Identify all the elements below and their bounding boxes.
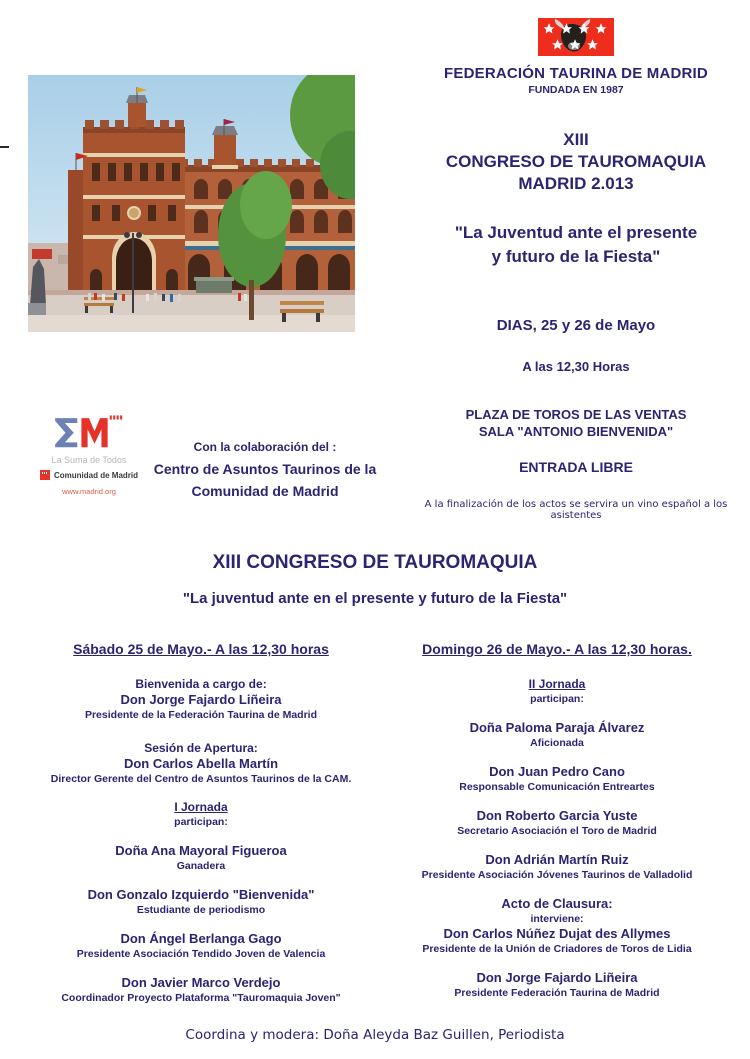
venue-line-2: SALA "ANTONIO BIENVENIDA" <box>478 424 674 439</box>
speaker-item <box>20 975 382 1005</box>
speaker-desc: Presidente Asociación Tendido Joven de Valencia <box>76 948 326 960</box>
speaker-desc: Aficionada <box>530 737 584 749</box>
sunday-header: Domingo 26 de Mayo.- A las 12,30 horas. <box>422 641 692 657</box>
saturday-header: Sábado 25 de Mayo.- A las 12,30 horas <box>73 641 329 657</box>
collaboration-intro: Con la colaboración del : <box>193 440 337 454</box>
collaboration-line-2: Comunidad de Madrid <box>191 483 339 499</box>
event-info-column <box>410 18 742 521</box>
speaker-item <box>20 843 382 873</box>
closing-intro: interviene: <box>530 913 584 925</box>
program-title: XIII CONGRESO DE TAUROMAQUIA <box>212 552 538 573</box>
congress-name: CONGRESO DE TAUROMAQUIA <box>445 152 707 171</box>
saturday-column <box>20 641 382 1019</box>
congress-slogan <box>410 221 742 269</box>
speaker-desc: Estudiante de periodismo <box>136 904 266 916</box>
venue-line-1: PLAZA DE TOROS DE LAS VENTAS <box>465 407 687 422</box>
program-heading <box>0 552 750 607</box>
cam-website: www.madrid.org <box>62 487 116 496</box>
comunidad-de-madrid-logo <box>30 410 148 502</box>
congress-title <box>410 129 742 195</box>
speaker-desc: Director Gerente del Centro de Asuntos Taurinos de la CAM. <box>50 773 352 785</box>
opening-block <box>20 741 382 786</box>
federation-name: FEDERACIÓN TAURINA DE MADRID <box>444 65 708 82</box>
speaker-item <box>382 852 732 882</box>
margin-dash <box>0 146 9 148</box>
federation-founded: FUNDADA EN 1987 <box>528 84 624 96</box>
speaker-name: Don Gonzalo Izquierdo "Bienvenida" <box>87 887 315 902</box>
speaker-name: Don Jorge Fajardo Liñeira <box>476 970 638 985</box>
collaboration-line-1: Centro de Asuntos Taurinos de la <box>153 461 377 477</box>
speaker-desc: Presidente Asociación Jóvenes Taurinos de Valladolid <box>421 869 693 881</box>
speaker-name: Don Adrián Martín Ruiz <box>485 852 629 867</box>
collaboration-org <box>148 458 382 502</box>
wine-note: A la finalización de los actos se servira un vino español a los asistentes <box>424 499 728 521</box>
session-title: II Jornada <box>528 677 586 691</box>
participate-label: participan: <box>530 693 584 705</box>
mini-madrid-flag-icon <box>40 470 50 480</box>
congress-edition: XIII <box>563 130 589 149</box>
madrid-flag-bull-icon <box>538 18 614 56</box>
cam-tagline: La Suma de Todos <box>51 455 127 465</box>
opening-label: Sesión de Apertura: <box>144 741 258 755</box>
speaker-item <box>382 808 732 838</box>
speaker-desc: Coordinador Proyecto Plataforma "Tauromaquia Joven" <box>61 992 341 1004</box>
event-time: A las 12,30 Horas <box>522 359 630 374</box>
speaker-desc: Responsable Comunicación Entreartes <box>459 781 655 793</box>
speaker-item <box>382 720 732 750</box>
participate-label: participan: <box>174 816 228 828</box>
speaker-item <box>20 887 382 917</box>
speaker-name: Don Carlos Núñez Dujat des Allymes <box>443 926 671 941</box>
free-entry-label: ENTRADA LIBRE <box>519 459 633 475</box>
speaker-desc: Secretario Asociación el Toro de Madrid <box>457 825 657 837</box>
speaker-item <box>382 764 732 794</box>
closing-block <box>382 896 732 956</box>
speaker-desc: Presidente Federación Taurina de Madrid <box>454 987 660 999</box>
speaker-item <box>20 931 382 961</box>
cam-sigma-m-icon <box>51 410 127 454</box>
cam-org-name: Comunidad de Madrid <box>54 470 138 480</box>
speaker-name: Don Ángel Berlanga Gago <box>120 931 282 946</box>
slogan-line-2: y futuro de la Fiesta" <box>491 247 661 266</box>
speaker-desc: Presidente de la Unión de Criadores de Toros de Lidia <box>422 943 692 955</box>
program-columns <box>20 641 732 1019</box>
welcome-label: Bienvenida a cargo de: <box>135 677 267 691</box>
congress-city-year: MADRID 2.013 <box>518 174 634 193</box>
speaker-name: Don Roberto Garcia Yuste <box>476 808 638 823</box>
session-1-header <box>20 800 382 829</box>
speaker-desc: Ganadera <box>176 860 226 872</box>
speaker-item <box>382 970 732 1000</box>
slogan-line-1: "La Juventud ante el presente <box>454 223 698 242</box>
event-venue <box>410 406 742 440</box>
collaboration-section <box>30 410 382 502</box>
plaza-de-toros-photo <box>28 75 355 332</box>
program-subtitle: "La juventud ante en el presente y futuro de la Fiesta" <box>182 590 568 607</box>
collaboration-text <box>148 410 382 502</box>
speaker-desc: Presidente de la Federación Taurina de Madrid <box>84 709 318 721</box>
speaker-name: Don Carlos Abella Martín <box>123 756 279 771</box>
sunday-column <box>382 641 732 1019</box>
speaker-name: Don Juan Pedro Cano <box>489 764 625 779</box>
session-title: I Jornada <box>174 800 228 814</box>
speaker-name: Don Javier Marco Verdejo <box>121 975 281 990</box>
speaker-name: Doña Ana Mayoral Figueroa <box>115 843 287 858</box>
closing-label: Acto de Clausura: <box>501 896 613 911</box>
event-dates: DIAS, 25 y 26 de Mayo <box>496 317 656 334</box>
welcome-block <box>20 677 382 722</box>
coordinator-line: Coordina y modera: Doña Aleyda Baz Guillen, Periodista <box>185 1027 565 1043</box>
speaker-name: Don Jorge Fajardo Liñeira <box>120 692 282 707</box>
speaker-name: Doña Paloma Paraja Álvarez <box>469 720 645 735</box>
session-2-header <box>382 677 732 706</box>
